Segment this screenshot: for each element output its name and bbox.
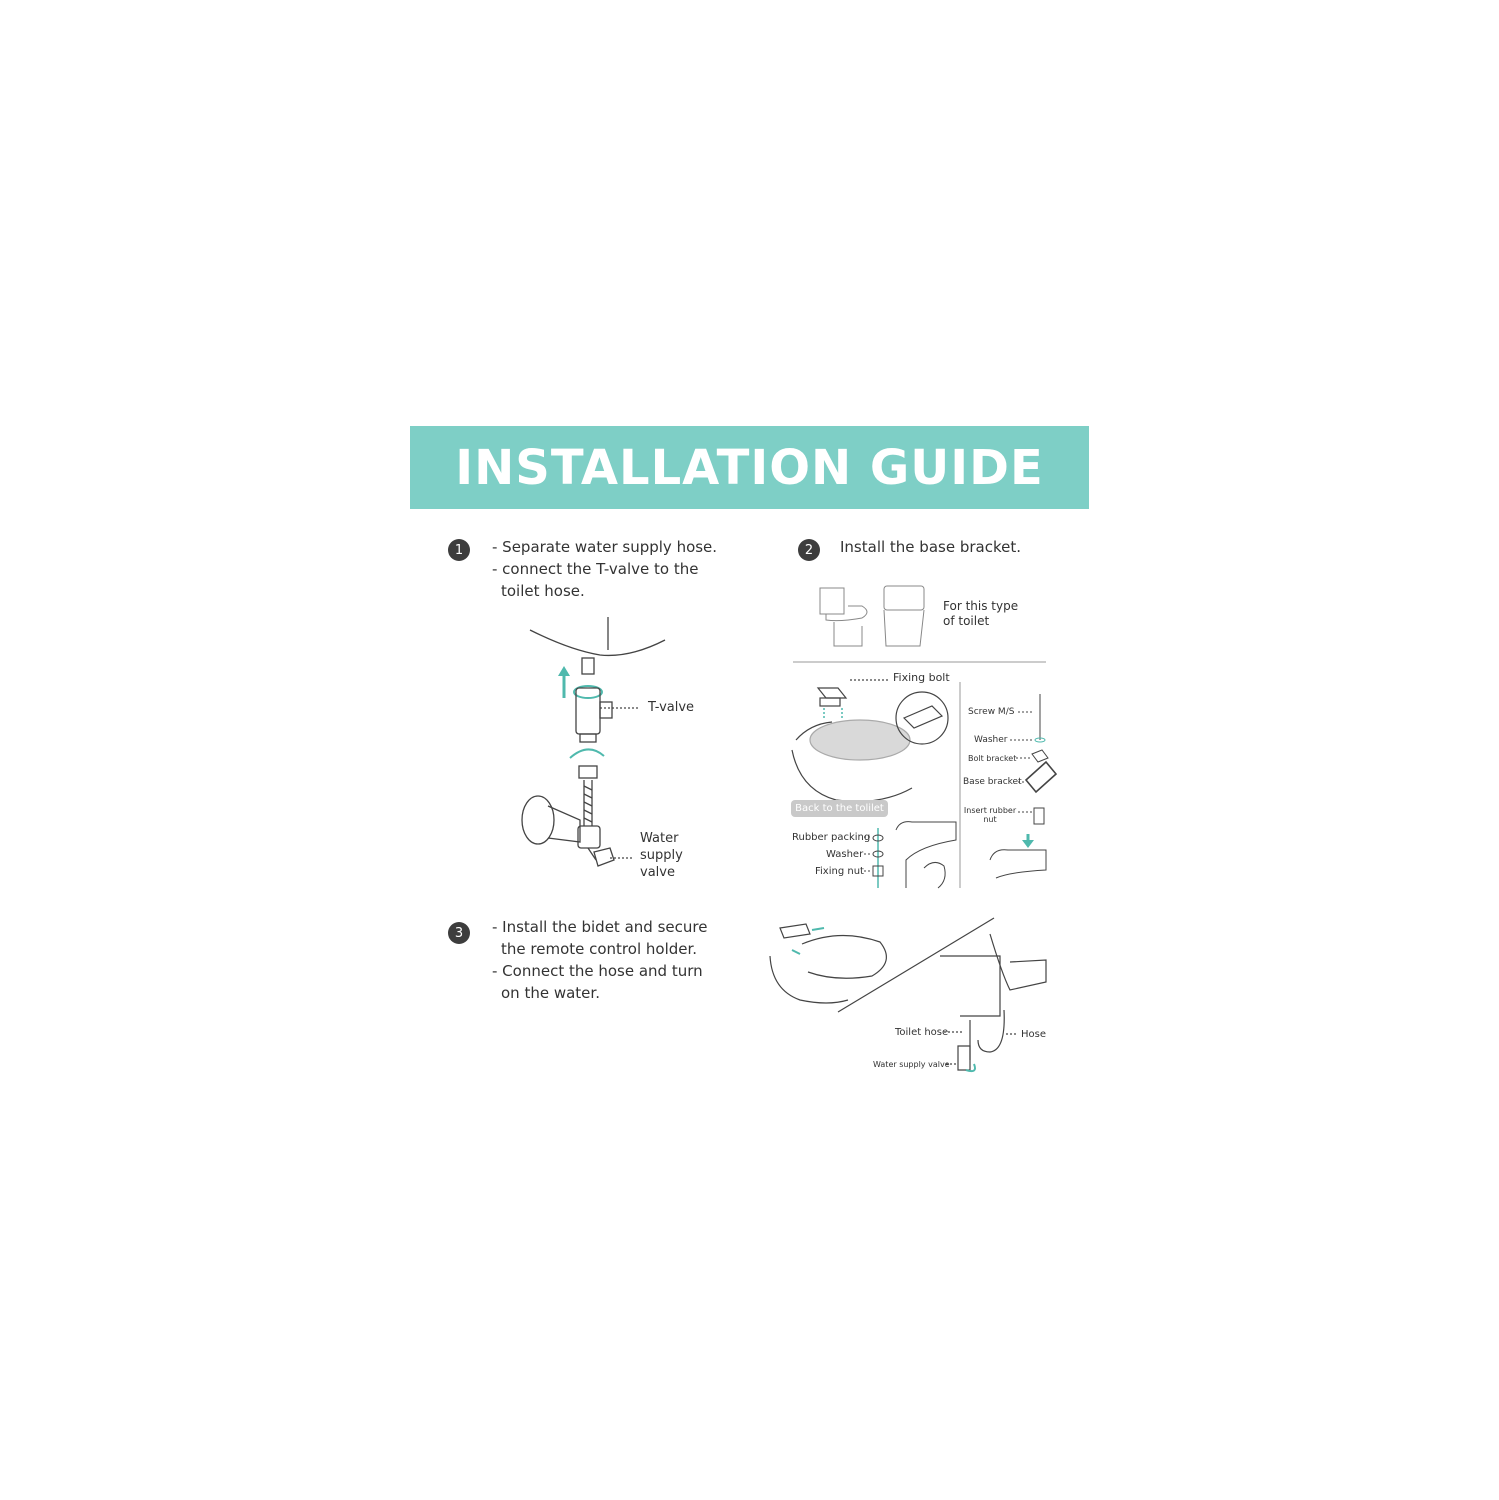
toilet-type-label: For this type of toilet [943,599,1019,628]
water-supply-valve-label: Water supply valve [640,831,683,880]
part-label-screw: Screw M/S [968,707,1015,717]
toilet-hose-label: Toilet hose [895,1027,949,1038]
back-part-washer: Washer [826,849,864,860]
step-1-line: toilet hose. [501,582,585,600]
step-1-badge: 1 [448,539,470,561]
step-2-badge: 2 [798,539,820,561]
step-3-instructions [492,916,707,1004]
t-valve-label: T-valve [648,700,695,715]
insert-rubber-nut-label: Insert rubber nut [963,806,1017,824]
fixing-bolt-icon [824,708,842,720]
title-banner [410,426,1089,509]
base-bracket-illustration [792,680,948,802]
down-arrow-icon [1022,834,1034,848]
fixing-bolt-label: Fixing bolt [893,671,950,684]
insert-arrow-icon [792,928,975,1071]
t-valve-illustration [522,617,665,866]
step-3-line: the remote control holder. [501,940,698,958]
part-label-base-bracket: Base bracket [963,777,1022,787]
step-1-line: - Separate water supply hose. [492,538,718,556]
step-1-instructions [492,536,717,602]
toilet-types-illustration [820,586,924,646]
page-title: INSTALLATION GUIDE [455,439,1044,496]
hose-label: Hose [1021,1029,1046,1040]
back-to-toilet-badge: Back to the tolilet [791,800,888,817]
bidet-install-illustration [770,918,1046,1070]
part-label-washer: Washer [974,735,1008,745]
part-label-bolt-bracket: Bolt bracket [968,754,1017,763]
step-1-line: - connect the T-valve to the [492,560,699,578]
back-part-rubber-packing: Rubber packing [792,832,871,843]
up-arrow-icon [558,666,570,698]
fixing-nut-illustration [864,822,956,888]
step-3-line: - Connect the hose and turn [492,962,703,980]
step-2-instruction: Install the base bracket. [840,538,1021,556]
step-3-badge: 3 [448,922,470,944]
step-3-line: - Install the bidet and secure [492,918,708,936]
step-3-line: on the water. [501,984,600,1002]
water-supply-valve-label-step3: Water supply valve [873,1060,950,1069]
back-part-fixing-nut: Fixing nut [815,866,864,877]
